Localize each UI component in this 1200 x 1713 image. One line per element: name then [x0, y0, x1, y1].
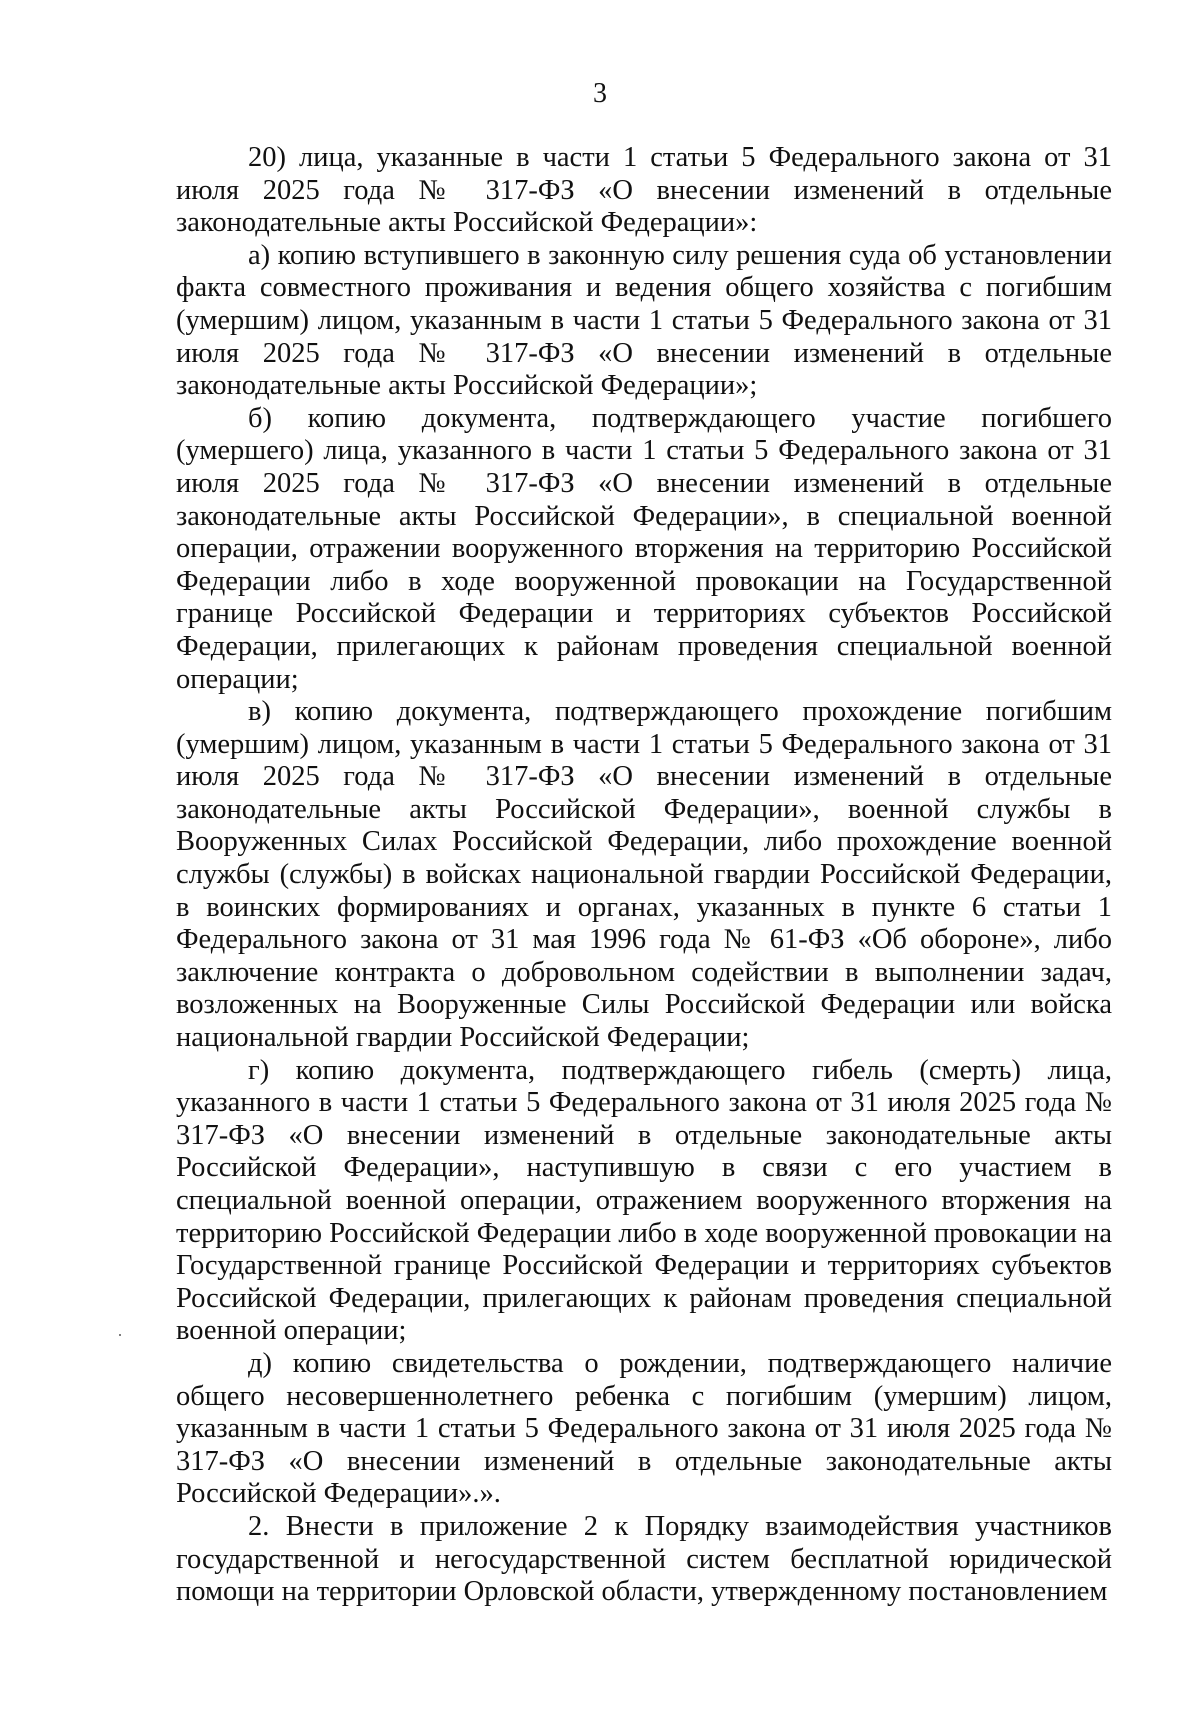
page-number: 3 — [593, 78, 607, 109]
scan-speck — [119, 1334, 121, 1336]
paragraph-subitem-g: г) копию документа, подтверждающего гибель (смерть) лица, указанного в части 1 статьи 5 Федерального закона от 31 июля 2025 года № 317-ФЗ «О внесении изменений в отдельные законодательные акты Российской Федерации», наступившую в связи с его участием в специальной военной операции, отражением вооруженного вторжения на территорию Российской Федерации либо в ходе вооруженной провокации на Государственной границе Российской Федерации и территориях субъектов Российской Федерации, прилегающих к районам проведения специальной военной операции; — [176, 1054, 1112, 1347]
paragraph-subitem-d: д) копию свидетельства о рождении, подтверждающего наличие общего несовершеннолетнего ребенка с погибшим (умершим) лицом, указанным в части 1 статьи 5 Федерального закона от 31 июля 2025 года № 317-ФЗ «О внесении изменений в отдельные законодательные акты Российской Федерации».». — [176, 1347, 1112, 1510]
document-body — [176, 142, 1112, 1609]
paragraph-point-2: 2. Внести в приложение 2 к Порядку взаимодействия участников государственной и негосударственной систем бесплатной юридической помощи на территории Орловской области, утвержденному постановлением — [176, 1510, 1112, 1608]
paragraph-item-20: 20) лица, указанные в части 1 статьи 5 Федерального закона от 31 июля 2025 года № 317-ФЗ «О внесении изменений в отдельные законодательные акты Российской Федерации»: — [176, 142, 1112, 239]
paragraph-subitem-a: а) копию вступившего в законную силу решения суда об установлении факта совместного проживания и ведения общего хозяйства с погибшим (умершим) лицом, указанным в части 1 статьи 5 Федерального закона от 31 июля 2025 года № 317-ФЗ «О внесении изменений в отдельные законодательные акты Российской Федерации»; — [176, 239, 1112, 402]
paragraph-subitem-v: в) копию документа, подтверждающего прохождение погибшим (умершим) лицом, указанным в части 1 статьи 5 Федерального закона от 31 июля 2025 года № 317-ФЗ «О внесении изменений в отдельные законодательные акты Российской Федерации», военной службы в Вооруженных Силах Российской Федерации, либо прохождение военной службы (службы) в войсках национальной гвардии Российской Федерации, в воинских формированиях и органах, указанных в пункте 6 статьи 1 Федерального закона от 31 мая 1996 года № 61-ФЗ «Об обороне», либо заключение контракта о добровольном содействии в выполнении задач, возложенных на Вооруженные Силы Российской Федерации или войска национальной гвардии Российской Федерации; — [176, 696, 1112, 1054]
paragraph-subitem-b: б) копию документа, подтверждающего участие погибшего (умершего) лица, указанного в части 1 статьи 5 Федерального закона от 31 июля 2025 года № 317-ФЗ «О внесении изменений в отдельные законодательные акты Российской Федерации», в специальной военной операции, отражении вооруженного вторжения на территорию Российской Федерации либо в ходе вооруженной провокации на Государственной границе Российской Федерации и территориях субъектов Российской Федерации, прилегающих к районам проведения специальной военной операции; — [176, 402, 1112, 695]
